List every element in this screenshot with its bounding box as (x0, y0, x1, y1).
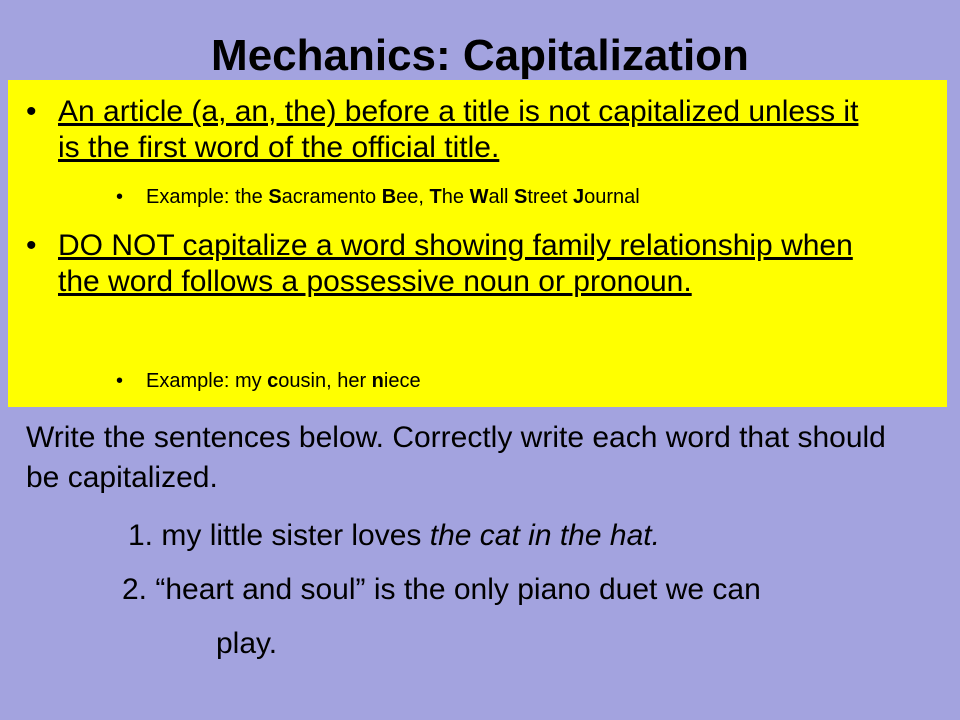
capital-letter: S (268, 186, 282, 208)
sentence-title: the cat in the hat. (429, 519, 660, 552)
rule-1-example (116, 184, 640, 210)
example-fragment: iece (383, 370, 421, 392)
example-fragment: all (488, 186, 515, 208)
rule-2 (8, 228, 888, 300)
example-fragment: ournal (584, 186, 640, 208)
sentence-2-continuation: play. (216, 627, 278, 660)
example-fragment: my (234, 370, 268, 392)
bullet-icon: • (116, 370, 124, 392)
example-fragment: ousin, her (278, 370, 372, 392)
rule-2-example-text (146, 370, 421, 392)
capital-letter: S (514, 186, 528, 208)
capital-letter: W (469, 186, 489, 208)
sentence-text: “heart and soul” is the only piano duet we can (155, 573, 761, 606)
sentence-2 (122, 570, 761, 610)
example-label: Example: (146, 186, 235, 208)
rule-1 (8, 94, 888, 166)
bullet-icon: • (116, 186, 124, 208)
sentence-number: 2. (122, 573, 148, 606)
bullet-icon: • (26, 95, 37, 128)
example-fragment: ee, (396, 186, 430, 208)
capital-letter: c (267, 370, 279, 392)
capital-letter: B (381, 186, 397, 208)
example-fragment: t (234, 186, 241, 208)
example-fragment: he (240, 186, 269, 208)
example-fragment: treet (527, 186, 573, 208)
sentence-number: 1. (128, 519, 154, 552)
rule-1-example-text (146, 186, 640, 208)
rules-box (8, 80, 947, 407)
sentence-text: my little sister loves (161, 519, 430, 552)
slide-title: Mechanics: Capitalization (211, 31, 749, 80)
example-fragment: he (441, 186, 470, 208)
bullet-icon: • (26, 229, 37, 262)
sentence-1 (128, 516, 660, 556)
example-fragment: acramento (281, 186, 382, 208)
capital-letter: n (371, 370, 384, 392)
example-label: Example: (146, 370, 235, 392)
rule-2-example (116, 368, 421, 394)
rule-1-text: An article (a, an, the) before a title is not capitalized unless it is the first word of the official title. (58, 95, 859, 164)
capital-letter: J (572, 186, 585, 208)
instructions: Write the sentences below. Correctly write each word that should be capitalized. (26, 421, 886, 494)
capital-letter: T (429, 186, 442, 208)
rule-2-text: DO NOT capitalize a word showing family relationship when the word follows a possessive noun or pronoun. (58, 229, 853, 298)
